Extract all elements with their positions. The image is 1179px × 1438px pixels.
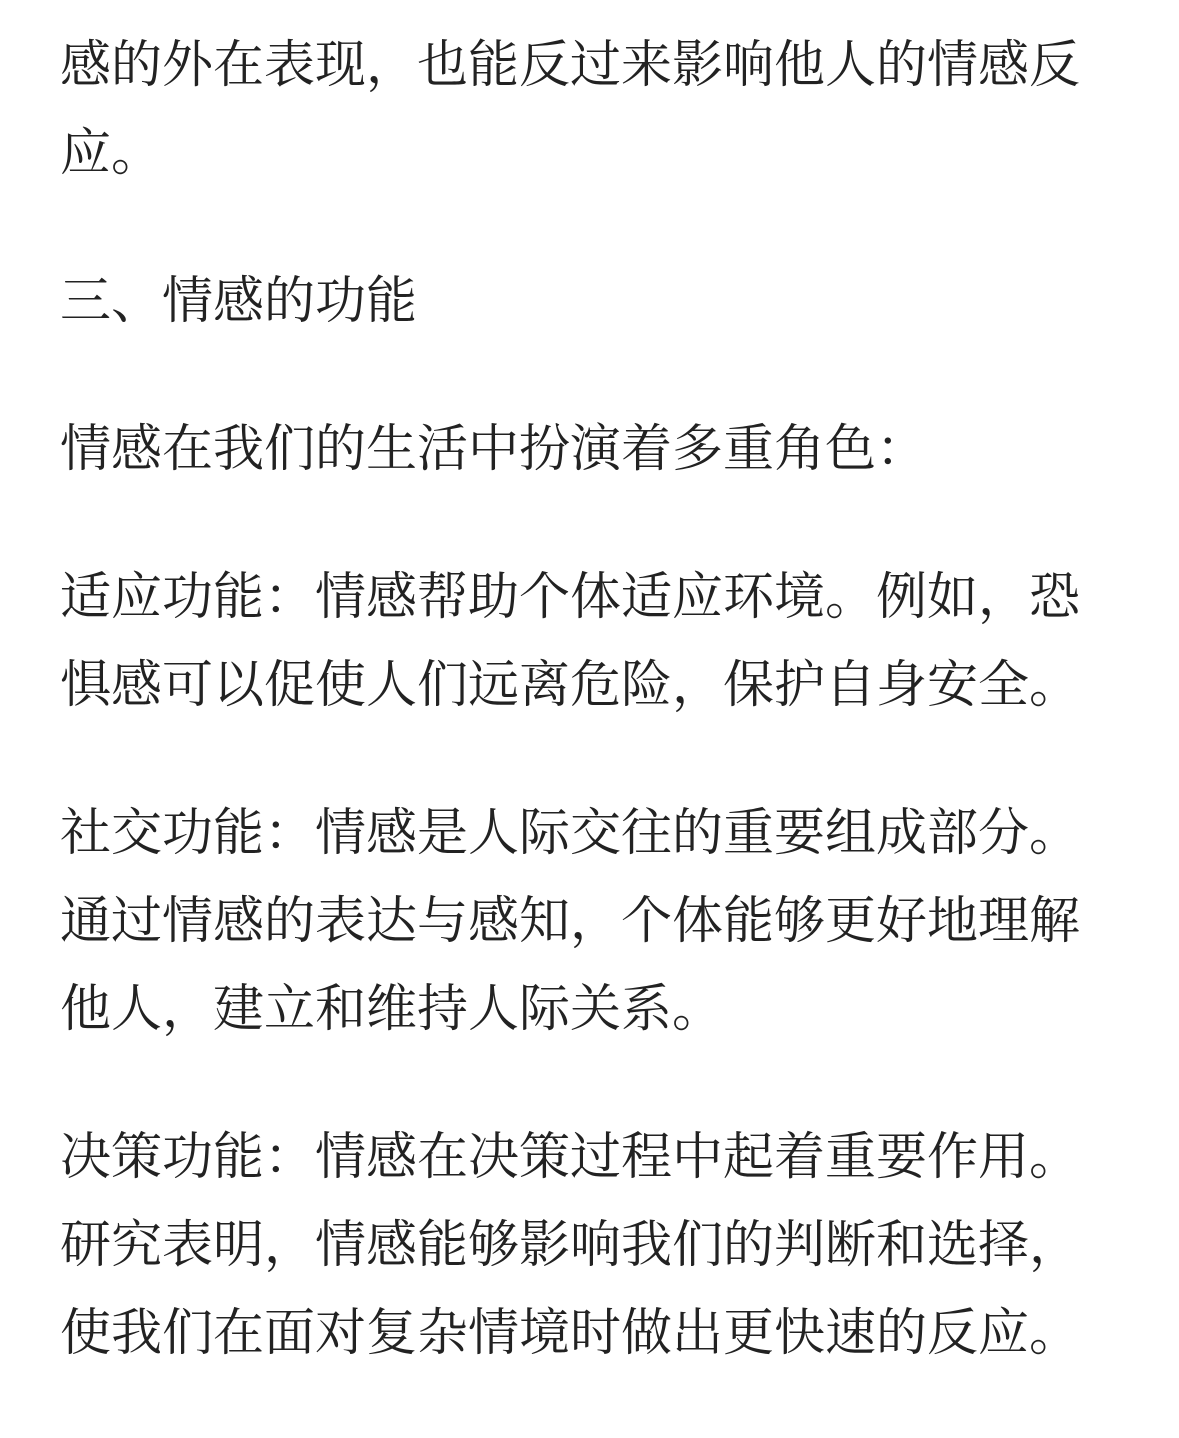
text-line: 惧感可以促使人们远离危险，保护自身安全。 [60,656,1081,715]
text-line: 研究表明，情感能够影响我们的判断和选择， [60,1216,1081,1275]
text-line: 通过情感的表达与感知，个体能够更好地理解 [60,892,1081,951]
text-line: 情感在我们的生活中扮演着多重角色： [60,420,928,479]
text-line: 应。 [60,124,163,183]
text-line: 决策功能：情感在决策过程中起着重要作用。 [60,1128,1081,1187]
section-heading [60,258,1130,346]
paragraph [60,22,1130,198]
paragraph-decision-function [60,1114,1130,1378]
paragraph [60,406,1130,494]
text-line: 感的外在表现，也能反过来影响他人的情感反 [60,36,1081,95]
text-line: 社交功能：情感是人际交往的重要组成部分。 [60,804,1081,863]
paragraph-adaptive-function [60,554,1130,730]
paragraph-social-function [60,790,1130,1054]
text-line: 使我们在面对复杂情境时做出更快速的反应。 [60,1304,1081,1363]
text-line: 适应功能：情感帮助个体适应环境。例如，恐 [60,568,1081,627]
section-heading-text: 三、情感的功能 [60,272,418,331]
article-body [60,22,1130,1438]
text-line: 他人，建立和维持人际关系。 [60,980,724,1039]
